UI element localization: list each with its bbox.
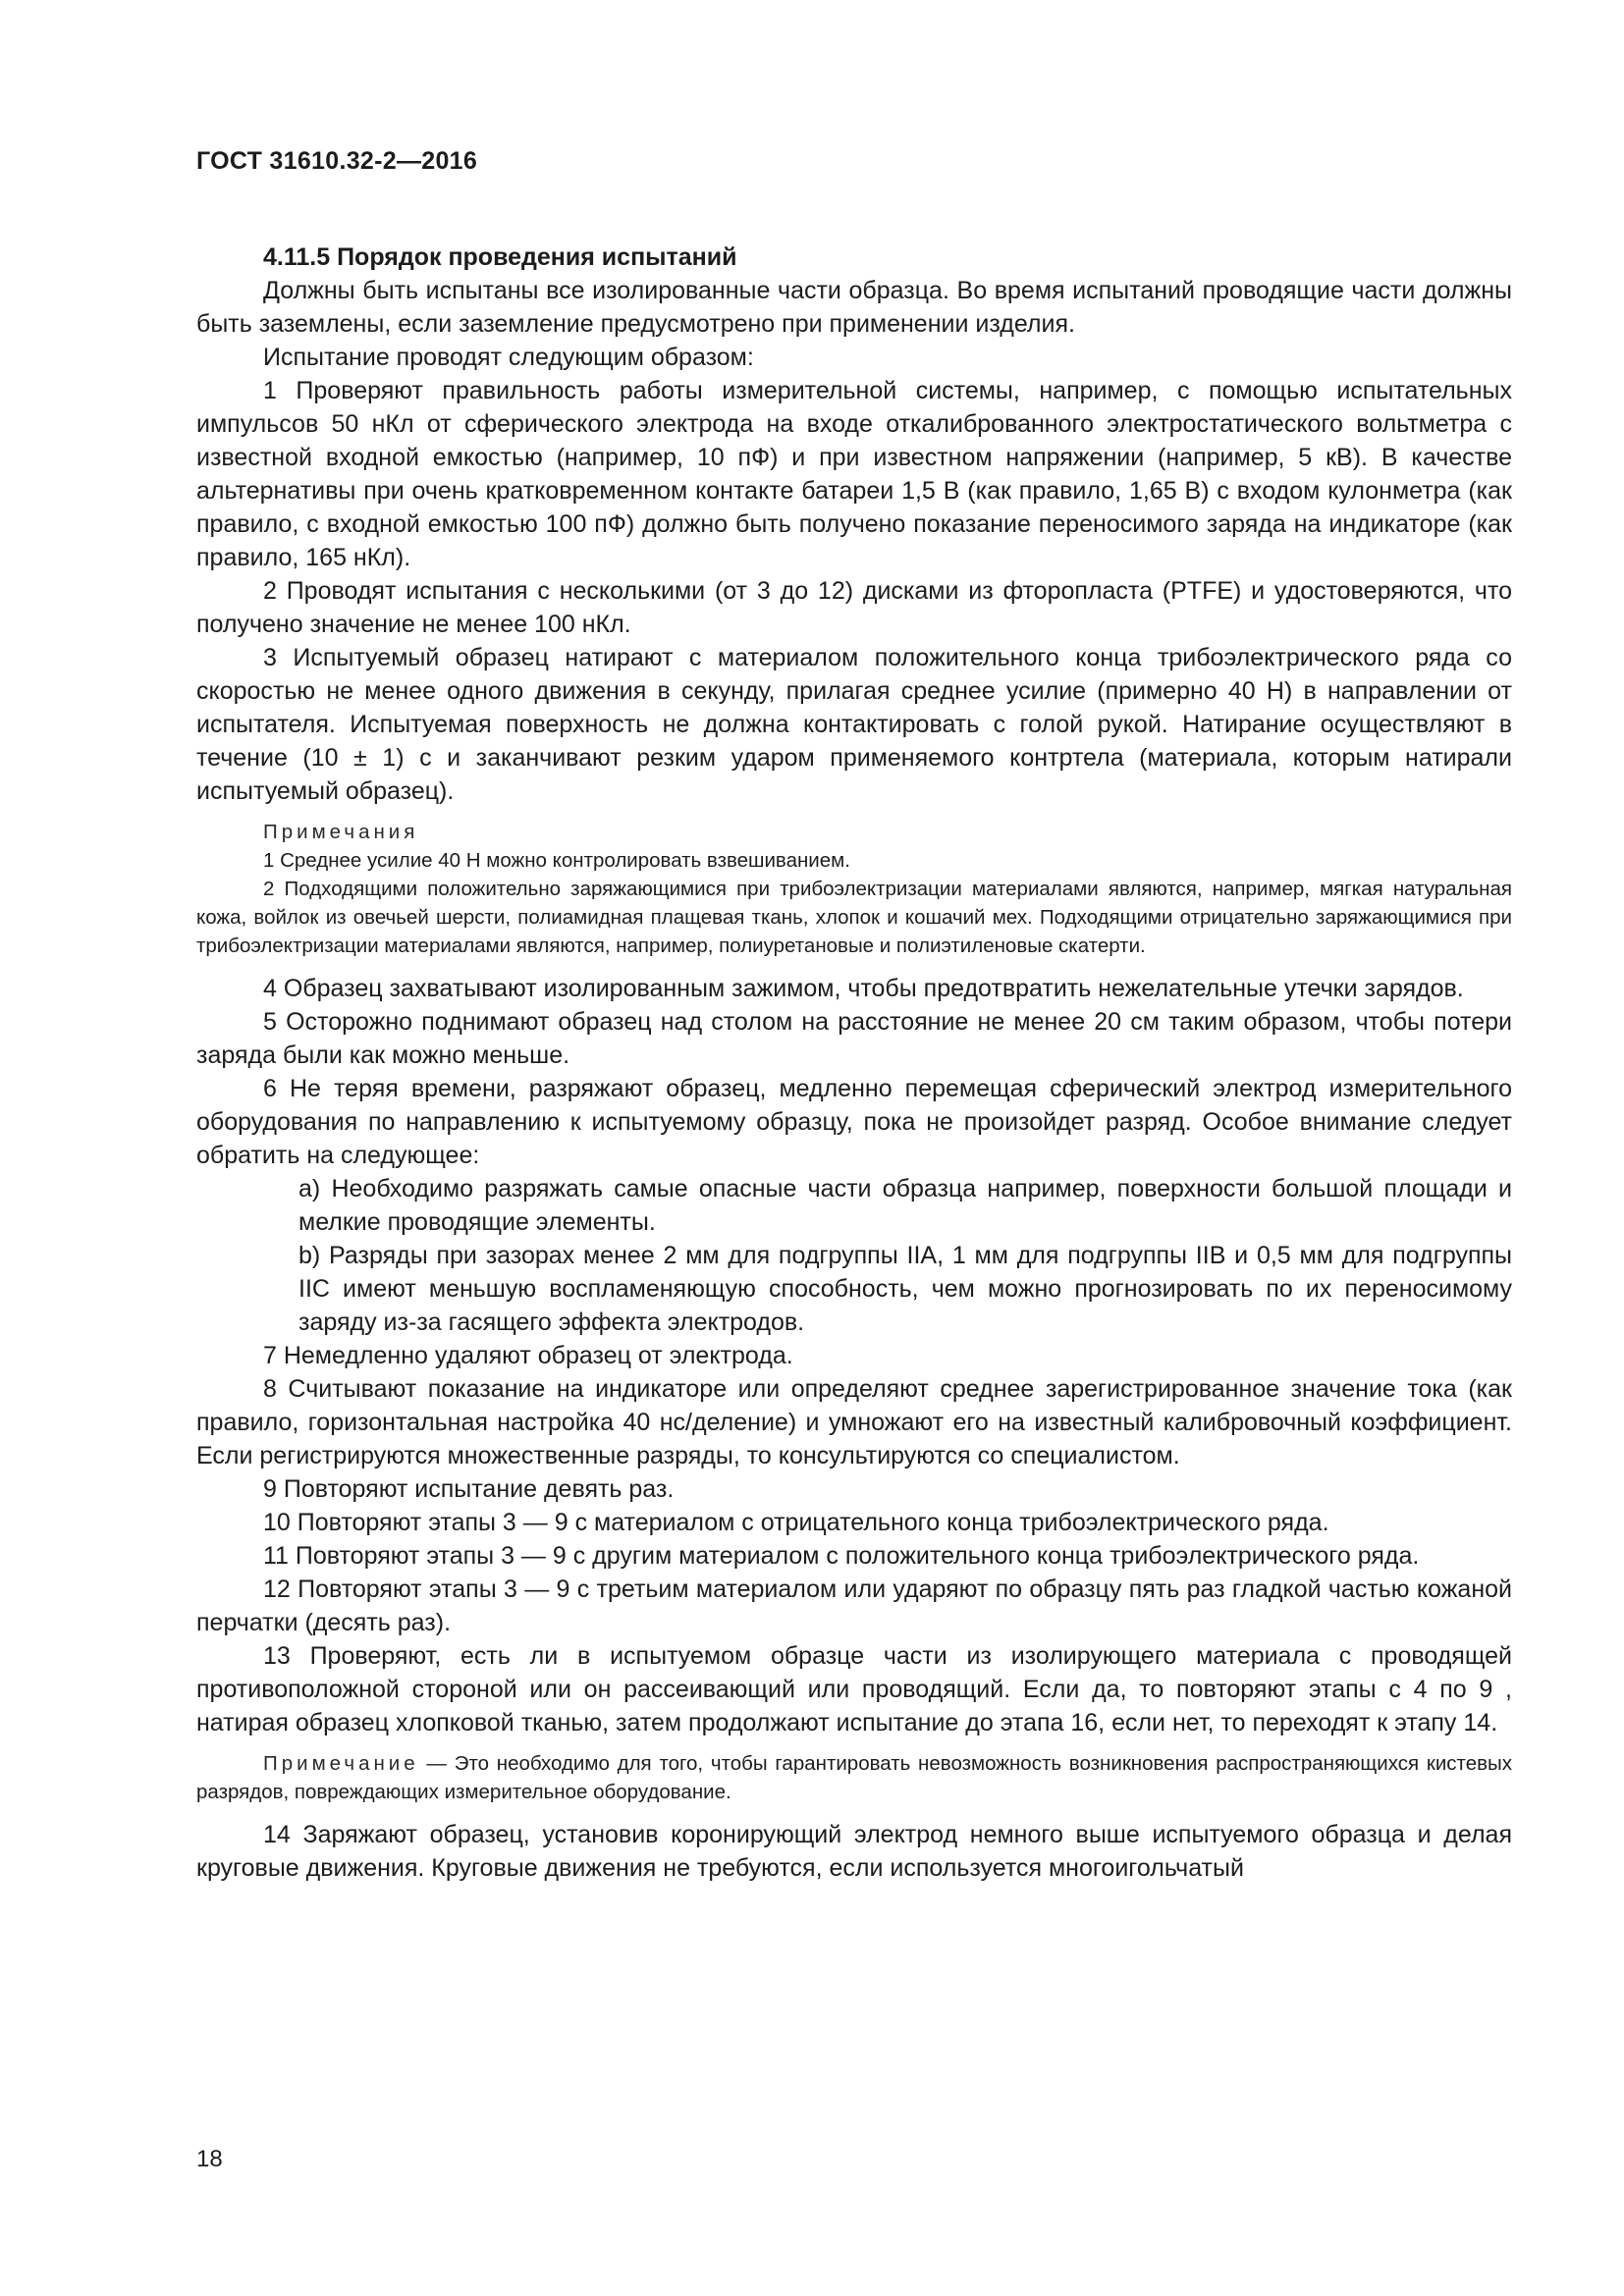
- step-5: 5 Осторожно поднимают образец над столом на расстояние не менее 20 см таким образом, чтобы потери заряда были как можно меньше.: [196, 1008, 1512, 1069]
- paragraph: Испытание проводят следующим образом:: [263, 344, 754, 371]
- step-3: 3 Испытуемый образец натирают с материалом положительного конца трибоэлектрического ряда со скоростью не менее одного движения в секунду, прилагая среднее усилие (примерно 40 Н) в направлении от испытателя. Испытуемая поверхность не должна контактировать с голой рукой. Натирание осуществляют в течение (10 ± 1) с и заканчивают резким ударом применяемого контртела (материала, которым натирали испытуемый образец).: [196, 644, 1512, 805]
- step-14: 14 Заряжают образец, установив коронирующий электрод немного выше испытуемого образца и делая круговые движения. Круговые движения не требуются, если используется многоигольчатый: [196, 1821, 1512, 1882]
- note-item: 1 Среднее усилие 40 Н можно контролировать взвешиванием.: [263, 849, 850, 872]
- paragraph: Должны быть испытаны все изолированные части образца. Во время испытаний проводящие части должны быть заземлены, если заземление предусмотрено при применении изделия.: [196, 277, 1512, 338]
- step-12: 12 Повторяют этапы 3 — 9 с третьим материалом или ударяют по образцу пять раз гладкой частью кожаной перчатки (десять раз).: [196, 1575, 1512, 1636]
- step-13: 13 Проверяют, есть ли в испытуемом образце части из изолирующего материала с проводящей противоположной стороной или он рассеивающий или проводящий. Если да, то повторяют этапы с 4 по 9 , натирая образец хлопковой тканью, затем продолжают испытание до этапа 16, если нет, то переходят к этапу 14.: [196, 1642, 1512, 1736]
- page-number: 18: [196, 2146, 223, 2172]
- sub-item-b: b) Разряды при зазорах менее 2 мм для подгруппы IIA, 1 мм для подгруппы IIB и 0,5 мм для подгруппы IIC имеют меньшую воспламеняющую способность, чем можно прогнозировать по их переносимому заряду из-за гасящего эффекта электродов.: [298, 1242, 1512, 1336]
- step-9: 9 Повторяют испытание девять раз.: [263, 1475, 675, 1503]
- step-7: 7 Немедленно удаляют образец от электрода.: [263, 1342, 793, 1369]
- step-6: 6 Не теряя времени, разряжают образец, медленно перемещая сферический электрод измерительного оборудования по направлению к испытуемому образцу, пока не произойдет разряд. Особое внимание следует обратить на следующее:: [196, 1075, 1512, 1169]
- document-header: ГОСТ 31610.32-2—2016: [196, 147, 478, 175]
- step-4: 4 Образец захватывают изолированным зажимом, чтобы предотвратить нежелательные утечки зарядов.: [263, 975, 1464, 1002]
- sub-item-a: a) Необходимо разряжать самые опасные части образца например, поверхности большой площади и мелкие проводящие элементы.: [298, 1175, 1512, 1236]
- section-title: 4.11.5 Порядок проведения испытаний: [263, 243, 737, 271]
- step-1: 1 Проверяют правильность работы измерительной системы, например, с помощью испытательных импульсов 50 нКл от сферического электрода на входе откалиброванного электростатического вольтметра с известной входной емкостью (например, 10 пФ) и при известном напряжении (например, 5 кВ). В качестве альтернативы при очень кратковременном контакте батареи 1,5 В (как правило, 1,65 В) с входом кулонметра (как правило, с входной емкостью 100 пФ) должно быть получено показание переносимого заряда на индикаторе (как правило, 165 нКл).: [196, 377, 1512, 571]
- note-text: — Это необходимо для того, чтобы гарантировать невозможность возникновения распространяющихся кистевых разрядов, повреждающих измерительное оборудование.: [196, 1752, 1512, 1803]
- document-page: [196, 147, 1512, 1885]
- step-11: 11 Повторяют этапы 3 — 9 с другим материалом с положительного конца трибоэлектрического ряда.: [263, 1542, 1420, 1570]
- step-8: 8 Считывают показание на индикаторе или определяют среднее зарегистрированное значение тока (как правило, горизонтальная настройка 40 нс/деление) и умножают его на известный калибровочный коэффициент. Если регистрируются множественные разряды, то консультируются со специалистом.: [196, 1375, 1512, 1469]
- note-item: 2 Подходящими положительно заряжающимися при трибоэлектризации материалами являются, например, мягкая натуральная кожа, войлок из овечьей шерсти, полиамидная плащевая ткань, хлопок и кошачий мех. Подходящими отрицательно заряжающимися при трибоэлектризации материалами являются, например, полиуретановые и полиэтиленовые скатерти.: [196, 878, 1512, 957]
- step-2: 2 Проводят испытания с несколькими (от 3 до 12) дисками из фторопласта (PTFE) и удостоверяются, что получено значение не менее 100 нКл.: [196, 577, 1512, 638]
- notes-heading: Примечания: [263, 821, 419, 843]
- note-heading: Примечание: [263, 1752, 419, 1775]
- step-10: 10 Повторяют этапы 3 — 9 с материалом с отрицательного конца трибоэлектрического ряда.: [263, 1509, 1329, 1536]
- notes-block: [196, 818, 1512, 960]
- note-block: [196, 1749, 1512, 1806]
